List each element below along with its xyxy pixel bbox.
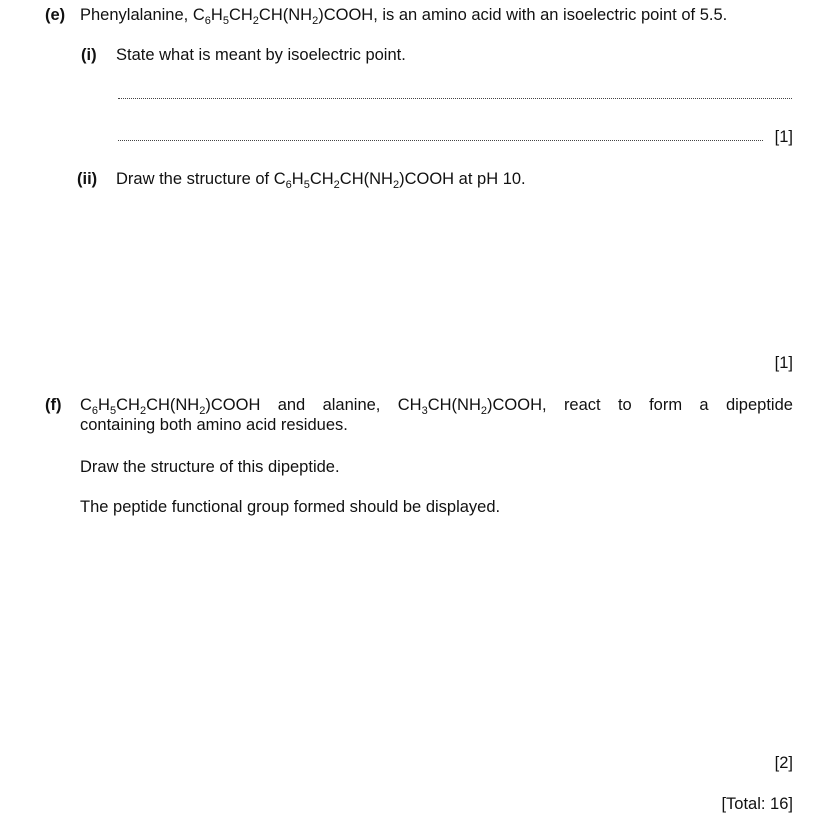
part-e-ii-label: (ii): [77, 170, 98, 188]
part-e-ii-question: Draw the structure of $C_6H_5CH_2CH(NH_2)COOH$ at pH 10.: [116, 170, 526, 191]
drawing-area-e-ii[interactable]: [116, 198, 792, 338]
part-e-i-question: State what is meant by isoelectric point.: [116, 46, 406, 64]
answer-line-1[interactable]: [118, 98, 792, 99]
alanine-formula: $CH_3CH(NH_2)COOH$,: [397, 396, 547, 417]
part-f-label: (f): [45, 396, 62, 414]
part-e-ii-mark: [1]: [774, 354, 793, 372]
phenylalanine-formula: $C_6H_5CH_2CH(NH_2)COOH$: [80, 396, 261, 417]
drawing-area-f[interactable]: [80, 525, 792, 745]
phenylalanine-formula: $C_6H_5CH_2CH(NH_2)COOH$: [273, 170, 455, 191]
part-e-stem: [80, 6, 727, 25]
part-f-instruction-2: The peptide functional group formed should be displayed.: [80, 498, 501, 516]
part-e-i-mark: [1]: [774, 128, 793, 146]
total-marks: [Total: 16]: [721, 795, 793, 813]
part-f-instruction-1: Draw the structure of this dipeptide.: [80, 458, 340, 476]
part-f-line-1: $C_6H_5CH_2CH(NH_2)COOH$ and alanine, $CH_3CH(NH_2)COOH$, react to form a dipeptide: [80, 396, 793, 417]
answer-line-2[interactable]: [118, 140, 763, 141]
part-f-line-2: containing both amino acid residues.: [80, 416, 348, 434]
part-e-i-label: (i): [81, 46, 97, 64]
part-e-label: (e): [45, 6, 66, 24]
part-f-mark: [2]: [774, 754, 793, 772]
stem-post: , is an amino acid with an isoelectric point of 5.5.: [373, 6, 728, 24]
stem-pre: Phenylalanine,: [80, 6, 193, 24]
phenylalanine-formula: $C_6H_5CH_2CH(NH_2)COOH$: [192, 6, 374, 27]
